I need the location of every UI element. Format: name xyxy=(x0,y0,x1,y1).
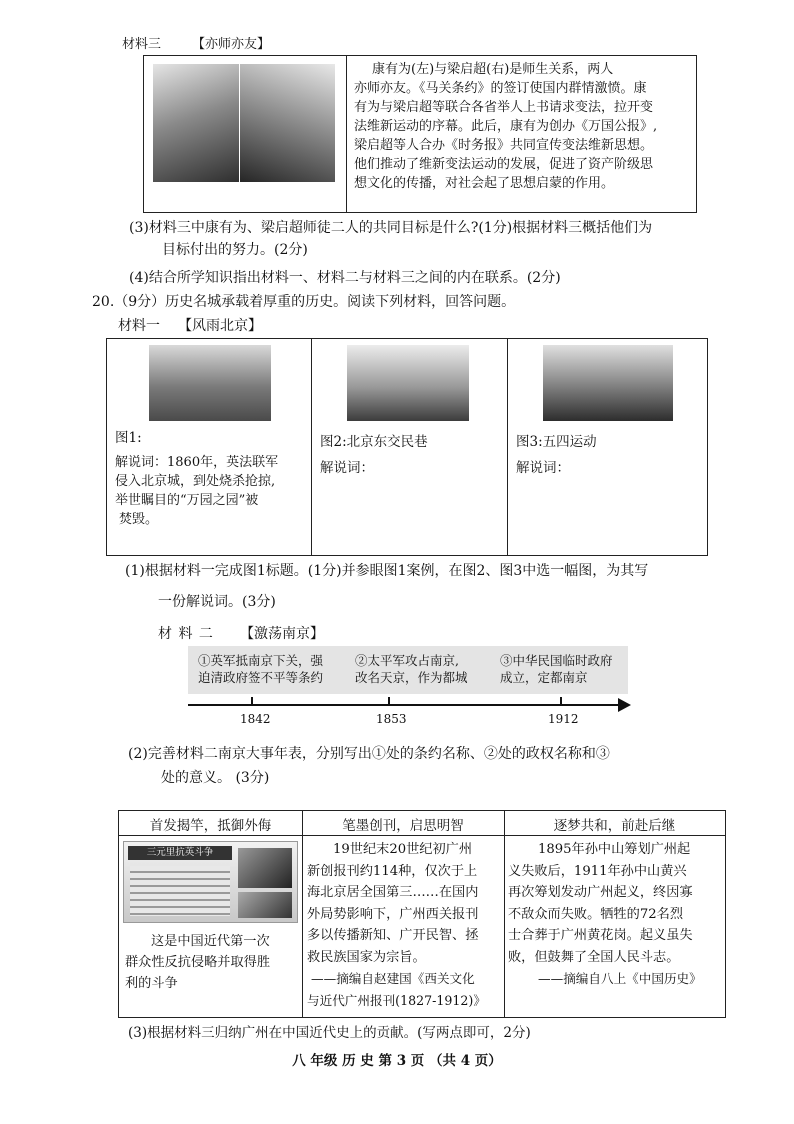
timeline-tick-1842 xyxy=(251,697,253,705)
question-20-intro: 20.（9分）历史名城承载着厚重的历史。阅读下列材料，回答问题。 xyxy=(92,294,516,310)
material-3-tag: 【亦师亦友】 xyxy=(192,37,271,52)
column-1-text: 这是中国近代第一次 群众性反抗侵略并取得胜 利的斗争 xyxy=(125,934,271,991)
material-3b-table xyxy=(118,810,726,1018)
timeline-event-3: ③中华民国临时政府 成立，定都南京 xyxy=(500,653,613,685)
yuanmingyuan-ruins-photo xyxy=(149,345,271,421)
timeline-event-2: ②太平军攻占南京, 改名天京，作为都城 xyxy=(355,653,468,685)
material-3-label: 材料三 xyxy=(122,37,162,52)
material-1-tag: 【风雨北京】 xyxy=(178,318,262,334)
figure-2-description: 解说词： xyxy=(320,460,374,476)
sanyuanli-exhibit-image xyxy=(123,841,298,923)
question-2-line-2: 处的意义。 (3分) xyxy=(161,770,270,786)
question-1-line-1: (1)根据材料一完成图1标题。(1分)并参眼图1案例，在图2、图3中选一幅图，为其写 xyxy=(125,563,649,579)
material-1-label: 材料一 xyxy=(118,318,160,334)
exhibit-text-panel xyxy=(130,866,230,916)
material-1-table xyxy=(106,338,708,556)
material-3-text: 康有为(左)与梁启超(右)是师生关系，两人 亦师亦友。《马关条约》的签订使国内群情激愤。康 有为与梁启超等联合各省举人上书请求变法，拉开变 法维新运动的序幕。此后，康有为创办《万国公报》, 梁启超等人合办《时务报》共同宣传变法维新思想。 他们推动了维新变法运动的发展，促进了资产阶级思 想文化的传播，对社会起了思想启蒙的作用。 xyxy=(354,62,658,191)
timeline-year-1853: 1853 xyxy=(376,712,407,726)
question-4: (4)结合所学知识指出材料一、材料二与材料三之间的内在联系。(2分) xyxy=(129,270,561,286)
material-2-tag: 【激荡南京】 xyxy=(240,626,324,642)
material-2-label: 材 料 二 xyxy=(158,626,214,642)
question-3b: (3)根据材料三归纳广州在中国近代史上的贡献。(写两点即可，2分) xyxy=(128,1025,531,1041)
figure-3-description: 解说词： xyxy=(516,460,570,476)
kang-youwei-photo xyxy=(153,64,239,182)
page-footer: 八 年级 历 史 第 3 页 （共 4 页） xyxy=(292,1053,502,1069)
timeline-tick-1912 xyxy=(560,697,562,705)
question-1-line-2: 一份解说词。(3分) xyxy=(158,594,276,610)
column-3-text: 1895年孙中山筹划广州起 义失败后，1911年孙中山黄兴 再次筹划发动广州起义，终因寡 不敌众而失败。牺牲的72名烈 士合葬于广州黄花岗。起义虽失 败，但鼓舞了全国人民斗志。 ——摘编自八上《中国历史》 xyxy=(508,842,702,986)
figure-2-title: 图2:北京东交民巷 xyxy=(320,434,428,450)
may-fourth-movement-photo xyxy=(543,345,673,421)
question-2-line-1: (2)完善材料二南京大事年表，分别写出①处的条约名称、②处的政权名称和③ xyxy=(128,746,610,762)
exhibit-picture xyxy=(238,848,292,888)
timeline-tick-1853 xyxy=(388,697,390,705)
dongjiaominxiang-photo xyxy=(347,345,469,421)
figure-1-title: 图1: xyxy=(115,430,142,446)
timeline-year-1842: 1842 xyxy=(240,712,271,726)
question-3-line-1: (3)材料三中康有为、梁启超师徒二人的共同目标是什么?(1分)根据材料三概括他们为 xyxy=(129,220,653,236)
question-3-line-2: 目标付出的努力。(2分) xyxy=(162,242,308,258)
column-1-header: 首发揭竿，抵御外侮 xyxy=(149,818,272,834)
timeline-arrow-icon xyxy=(618,698,631,712)
exhibit-picture-2 xyxy=(238,892,292,918)
liang-qichao-photo xyxy=(240,64,335,182)
timeline-year-1912: 1912 xyxy=(548,712,579,726)
material-3-box xyxy=(143,55,697,213)
figure-3-title: 图3:五四运动 xyxy=(516,434,597,450)
column-2-header: 笔墨创刊，启思明智 xyxy=(342,818,464,834)
sanyuanli-image-text: 三元里抗英斗争 xyxy=(128,846,232,860)
figure-1-description: 解说词：1860年，英法联军 侵入北京城，到处烧杀抢掠, 举世瞩目的“万园之园”被 焚毁。 xyxy=(115,455,279,527)
column-3-header: 逐梦共和，前赴后继 xyxy=(553,818,676,834)
timeline-event-1: ①英军抵南京下关，强 迫清政府签不平等条约 xyxy=(198,653,324,685)
column-2-text: 19世纪末20世纪初广州 新创报刊约114种，仅次于上 海北京居全国第三……在国内 外局势影响下，广州西关报刊 多以传播新知、广开民智、拯 救民族国家为宗旨。 ——摘编自赵建国《西关文化 与近代广州报刊(1827-1912)》 xyxy=(307,842,486,1008)
